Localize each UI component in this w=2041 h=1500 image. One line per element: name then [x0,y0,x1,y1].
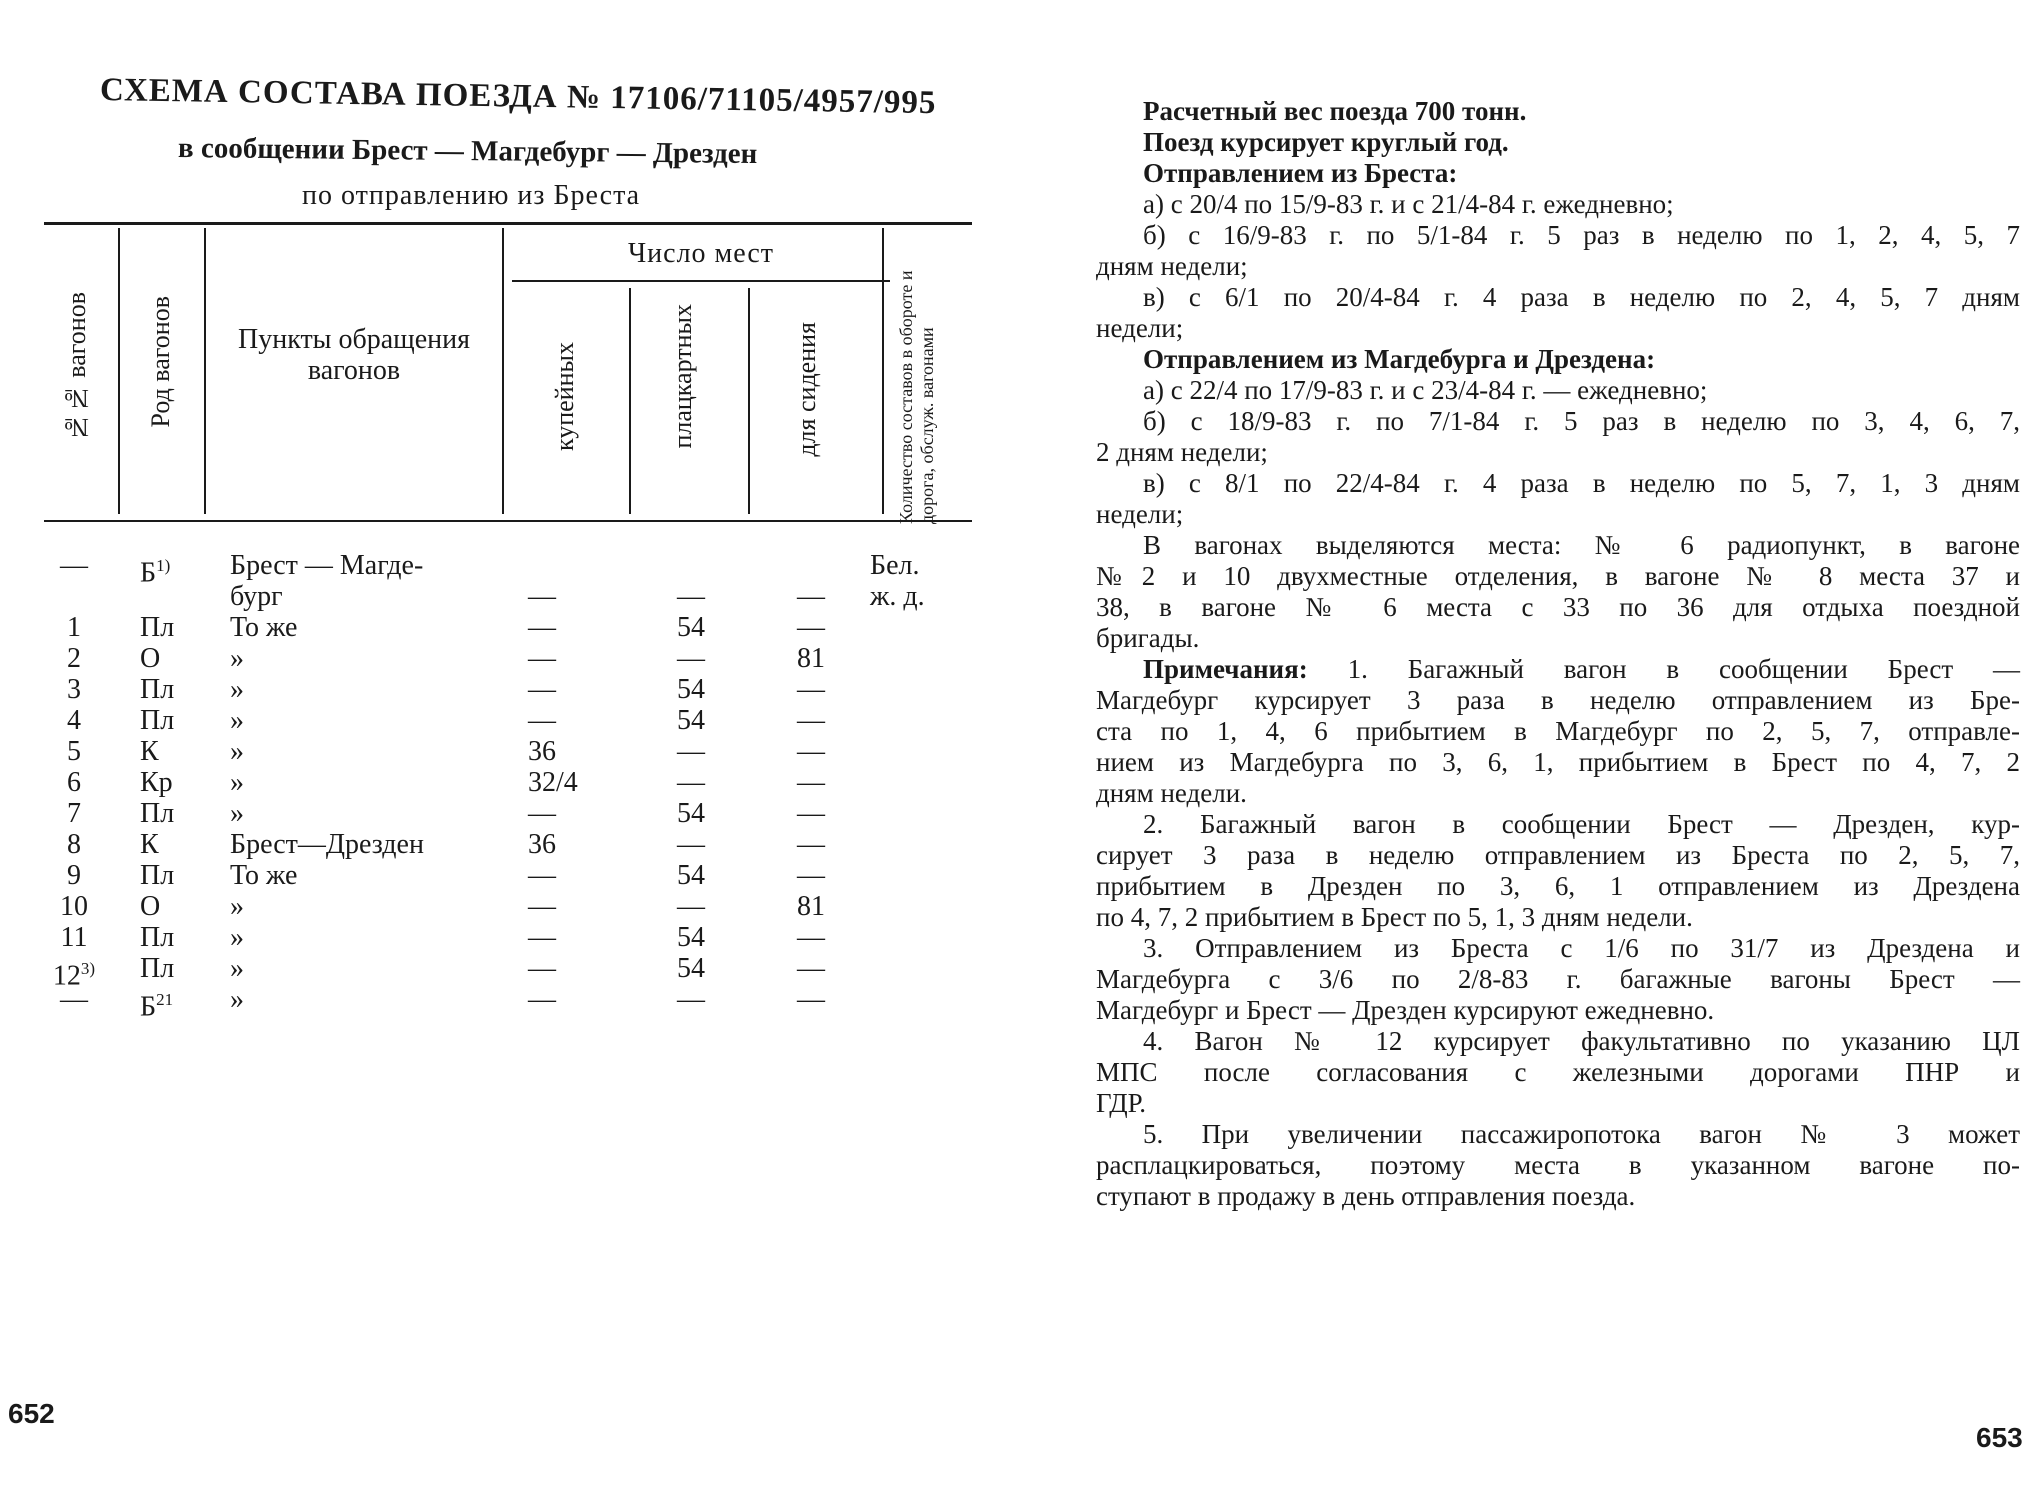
header-coupe: купейных [550,342,579,452]
route-cell: » [230,643,244,674]
text-line: Примечания: 1. Багажный вагон в сообщении Брест — [1143,654,2020,684]
car-type-cell: Пл [140,860,175,891]
car-number-cell: 3 [67,674,81,705]
coupe-seats-cell: 32/4 [528,767,578,798]
sitting-seats-cell: — [797,612,825,643]
platzkart-seats-cell: — [677,643,705,674]
text-line: Магдебург и Брест — Дрезден курсируют ежедневно. [1096,995,1715,1025]
text-line: дням недели. [1096,778,1247,808]
car-type-cell: Кр [140,767,173,798]
platzkart-seats-cell: 54 [677,674,705,705]
text-line: 3. Отправлением из Бреста с 1/6 по 31/7 из Дрездена и [1143,933,2020,963]
car-type-cell: Пл [140,612,175,643]
route-cell: Брест—Дрезден [230,829,424,860]
platzkart-seats-cell: — [677,581,705,612]
sitting-seats-cell: — [797,829,825,860]
col-divider-1 [118,228,120,514]
text-line: а) с 22/4 по 17/9-83 г. и с 23/4-84 г. — ежедневно; [1143,375,1708,405]
car-type-cell: $Б^{21}$ [140,990,174,1023]
coupe-seats-cell: — [528,705,556,736]
coupe-seats-cell: — [528,643,556,674]
platzkart-seats-cell: 54 [677,953,705,984]
sitting-seats-cell: — [797,922,825,953]
text-line: а) с 20/4 по 15/9-83 г. и с 21/4-84 г. ежедневно; [1143,189,1674,219]
text-line: Магдебурга с 3/6 по 2/8-83 г. багажные вагоны Брест — [1096,964,2020,994]
seats-group-rule [512,280,890,282]
train-composition-table [44,222,972,1042]
text-line: 2. Багажный вагон в сообщении Брест — Дрезден, кур- [1143,809,2020,839]
owner-railway-cell: Бел. [870,550,920,581]
text-line: МПС после согласования с железными дорогами ПНР и [1096,1057,2020,1087]
platzkart-seats-cell: — [677,736,705,767]
platzkart-seats-cell: 54 [677,612,705,643]
text-line: в) с 6/1 по 20/4-84 г. 4 раза в неделю по 2, 4, 5, 7 дням [1143,282,2020,312]
text-line: Расчетный вес поезда 700 тонн. [1143,96,1527,126]
car-number-cell: 6 [67,767,81,798]
header-platzkart: плацкартных [668,304,697,449]
car-type-cell: О [140,891,161,922]
text-line: 4. Вагон № 12 курсирует факультативно по указанию ЦЛ [1143,1026,2020,1056]
header-sitting: для сидения [792,322,821,457]
text-line: Магдебург курсирует 3 раза в неделю отправлением из Бре- [1096,685,2020,715]
route-cell: » [230,891,244,922]
text-line: ГДР. [1096,1088,1147,1118]
car-type-cell: $Б^{1)}$ [140,556,171,589]
car-number-cell: 7 [67,798,81,829]
sitting-seats-cell: — [797,767,825,798]
car-number-cell: 4 [67,705,81,736]
text-line: 38, в вагоне № 6 места с 33 по 36 для отдыха поездной [1096,592,2020,622]
page-number-right: 653 [1976,1422,2023,1453]
car-type-cell: О [140,643,161,674]
owner-railway-cell: ж. д. [870,581,925,612]
text-line: нием из Магдебурга по 3, 6, 1, прибытием в Брест по 4, 7, 2 [1096,747,2020,777]
departure-note: по отправлению из Бреста [302,180,641,211]
platzkart-seats-cell: 54 [677,860,705,891]
text-line: Отправлением из Магдебурга и Дрездена: [1143,344,1656,374]
coupe-seats-cell: — [528,674,556,705]
text-line: расплацкироваться, поэтому места в указанном вагоне по- [1096,1150,2020,1180]
sitting-seats-cell: — [797,798,825,829]
text-line: б) с 16/9-83 г. по 5/1-84 г. 5 раз в неделю по 1, 2, 4, 5, 7 [1143,220,2020,250]
text-line: ста по 1, 4, 6 прибытием в Магдебург по 2, 5, 7, отправле- [1096,716,2020,746]
header-car-number: №№ вагонов [62,292,91,443]
coupe-seats-cell: — [528,891,556,922]
car-type-cell: Пл [140,922,175,953]
sitting-seats-cell: — [797,705,825,736]
page-number-left: 652 [8,1398,55,1429]
text-line: сирует 3 раза в неделю отправлением из Бреста по 2, 5, 7, [1096,840,2020,870]
sitting-seats-cell: 81 [797,891,825,922]
car-number-cell: — [60,984,88,1015]
car-type-cell: К [140,829,159,860]
col-divider-3 [502,228,504,514]
sitting-seats-cell: — [797,860,825,891]
col-divider-5 [748,288,750,514]
coupe-seats-cell: — [528,984,556,1015]
route-cell: » [230,674,244,705]
text-line: Отправлением из Бреста: [1143,158,1458,188]
platzkart-seats-cell: — [677,829,705,860]
car-number-cell: 2 [67,643,81,674]
sitting-seats-cell: — [797,674,825,705]
route-cell: То же [230,860,298,891]
text-line: дням недели; [1096,251,1248,281]
coupe-seats-cell: — [528,953,556,984]
schedule-title: СХЕМА СОСТАВА ПОЕЗДА № 17106/71105/4957/995 [99,72,937,122]
coupe-seats-cell: — [528,612,556,643]
route-cell: бург [230,581,283,612]
header-points: Пункты обращения вагонов [238,324,470,386]
car-type-cell: Пл [140,674,175,705]
col-divider-4 [629,288,631,514]
route-cell: » [230,798,244,829]
platzkart-seats-cell: 54 [677,705,705,736]
coupe-seats-cell: 36 [528,736,556,767]
sitting-seats-cell: — [797,984,825,1015]
sitting-seats-cell: — [797,581,825,612]
sitting-seats-cell: 81 [797,643,825,674]
sitting-seats-cell: — [797,736,825,767]
text-line: недели; [1096,313,1184,343]
platzkart-seats-cell: — [677,767,705,798]
car-type-cell: К [140,736,159,767]
route-cell: То же [230,612,298,643]
coupe-seats-cell: — [528,581,556,612]
car-number-cell: 11 [60,922,88,953]
car-number-cell: 12$^{3)}$ [52,959,96,992]
text-line: 5. При увеличении пассажиропотока вагон № 3 может [1143,1119,2020,1149]
text-line: недели; [1096,499,1184,529]
text-line: В вагонах выделяются места: № 6 радиопункт, в вагоне [1143,530,2020,560]
coupe-seats-cell: 36 [528,829,556,860]
car-number-cell: 9 [67,860,81,891]
platzkart-seats-cell: — [677,984,705,1015]
text-line: в) с 8/1 по 22/4-84 г. 4 раза в неделю по 5, 7, 1, 3 дням [1143,468,2020,498]
notes-lead-label: Примечания: [1143,654,1308,684]
route-cell: Брест — Магде- [230,550,424,581]
text-line: б) с 18/9-83 г. по 7/1-84 г. 5 раз в неделю по 3, 4, 6, 7, [1143,406,2020,436]
coupe-seats-cell: — [528,860,556,891]
car-number-cell: 5 [67,736,81,767]
header-seats: Число мест [627,238,775,269]
car-type-cell: Пл [140,953,175,984]
route-cell: » [230,953,244,984]
text-line: №2 и 10 двухместные отделения, в вагоне № 8 места 37 и [1096,561,2020,591]
col-divider-2 [204,228,206,514]
text-line: бригады. [1096,623,1200,653]
route-cell: » [230,705,244,736]
schedule-subtitle: в сообщении Брест — Магдебург — Дрезден [177,132,758,171]
header-owner-railway: Количество составов в обороте и дорога, обслуж. вагонами [896,270,937,524]
coupe-seats-cell: — [528,922,556,953]
route-cell: » [230,767,244,798]
table-top-rule [44,222,972,225]
platzkart-seats-cell: — [677,891,705,922]
route-cell: » [230,736,244,767]
header-car-type: Род вагонов [146,296,175,428]
car-number-cell: — [60,550,88,581]
car-number-cell: 1 [67,612,81,643]
text-line: 2 дням недели; [1096,437,1268,467]
car-type-cell: Пл [140,798,175,829]
header-bottom-rule [44,520,972,522]
car-number-cell: 8 [67,829,81,860]
text-line: ступают в продажу в день отправления поезда. [1096,1181,1636,1211]
text-line: Поезд курсирует круглый год. [1143,127,1509,157]
text-line: прибытием в Дрезден по 3, 6, 1 отправлением из Дрездена [1096,871,2020,901]
route-cell: » [230,922,244,953]
car-type-cell: Пл [140,705,175,736]
text-line: по 4, 7, 2 прибытием в Брест по 5, 1, 3 дням недели. [1096,902,1693,932]
platzkart-seats-cell: 54 [677,798,705,829]
platzkart-seats-cell: 54 [677,922,705,953]
car-number-cell: 10 [60,891,88,922]
notes-text-block [1096,96,2020,1212]
col-divider-6 [882,228,884,514]
coupe-seats-cell: — [528,798,556,829]
sitting-seats-cell: — [797,953,825,984]
route-cell: » [230,984,244,1015]
